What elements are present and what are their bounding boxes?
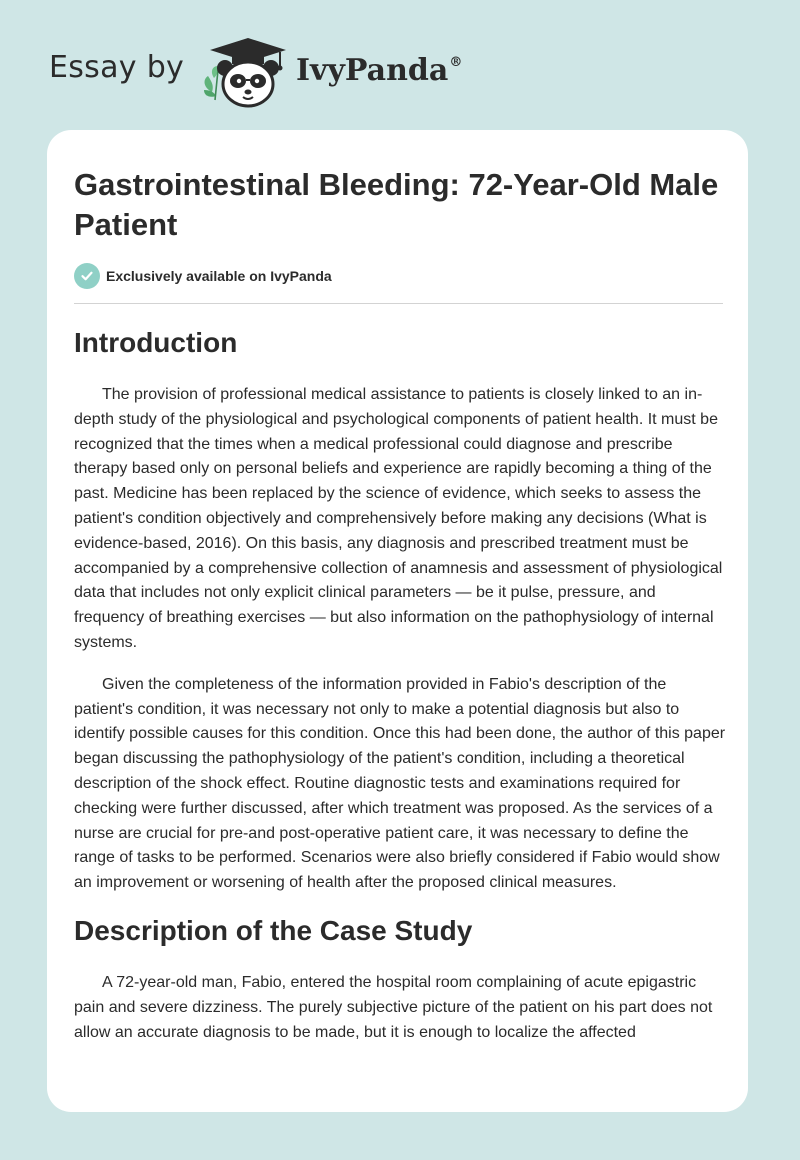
essay-by-label: Essay by (49, 50, 185, 85)
page-title: Gastrointestinal Bleeding: 72-Year-Old Male Patient (74, 167, 719, 242)
title-divider (74, 303, 723, 304)
site-header (0, 0, 800, 130)
body-paragraph: Given the completeness of the information provided in Fabio's description of the patient's condition, it was necessary not only to make a potential diagnosis but also to identify possible causes for this condition. Once this had been done, the author of this paper began discussing the pathophysiology of the patient's condition, including a theoretical description of the shock effect. Routine diagnostic tests and examinations required for checking were further discussed, after which treatment was proposed. As the services of a nurse are crucial for pre-and post-operative patient care, it was necessary to define the range of tasks to be performed. Scenarios were also briefly considered if Fabio would show an improvement or worsening of health after the proposed clinical measures. (74, 675, 726, 892)
check-circle-icon (74, 263, 100, 289)
body-paragraph: A 72-year-old man, Fabio, entered the hospital room complaining of acute epigastric pain and severe dizziness. The purely subjective picture of the patient on his part does not allow an accurate diagnosis to be made, but it is enough to localize the affected (74, 973, 713, 1041)
essay-card (47, 130, 748, 1112)
section-heading-case-study: Description of the Case Study (74, 914, 473, 946)
registered-mark: ® (449, 55, 463, 70)
brand-logo-text[interactable]: IvyPanda® (296, 53, 463, 88)
section-heading-introduction: Introduction (74, 327, 238, 358)
panda-logo-icon[interactable] (198, 34, 294, 110)
essay-body (74, 324, 726, 1045)
body-paragraph: The provision of professional medical assistance to patients is closely linked to an in-depth study of the physiological and psychological components of patient health. It must be recognized that the times when a medical professional could diagnose and prescribe therapy based only on personal beliefs and experience are rapidly becoming a thing of the past. Medicine has been replaced by the science of evidence, which seeks to assess the patient's condition objectively and comprehensively before making any decisions (What is evidence-based, 2016). On this basis, any diagnosis and prescribed treatment must be accompanied by a comprehensive collection of anamnesis and assessment of physiological data that includes not only explicit clinical parameters — be it pulse, pressure, and frequency of breathing exercises — but also information on the pathophysiology of internal systems. (74, 386, 723, 651)
badge-label: Exclusively available on IvyPanda (106, 268, 332, 284)
exclusive-badge (74, 263, 332, 289)
